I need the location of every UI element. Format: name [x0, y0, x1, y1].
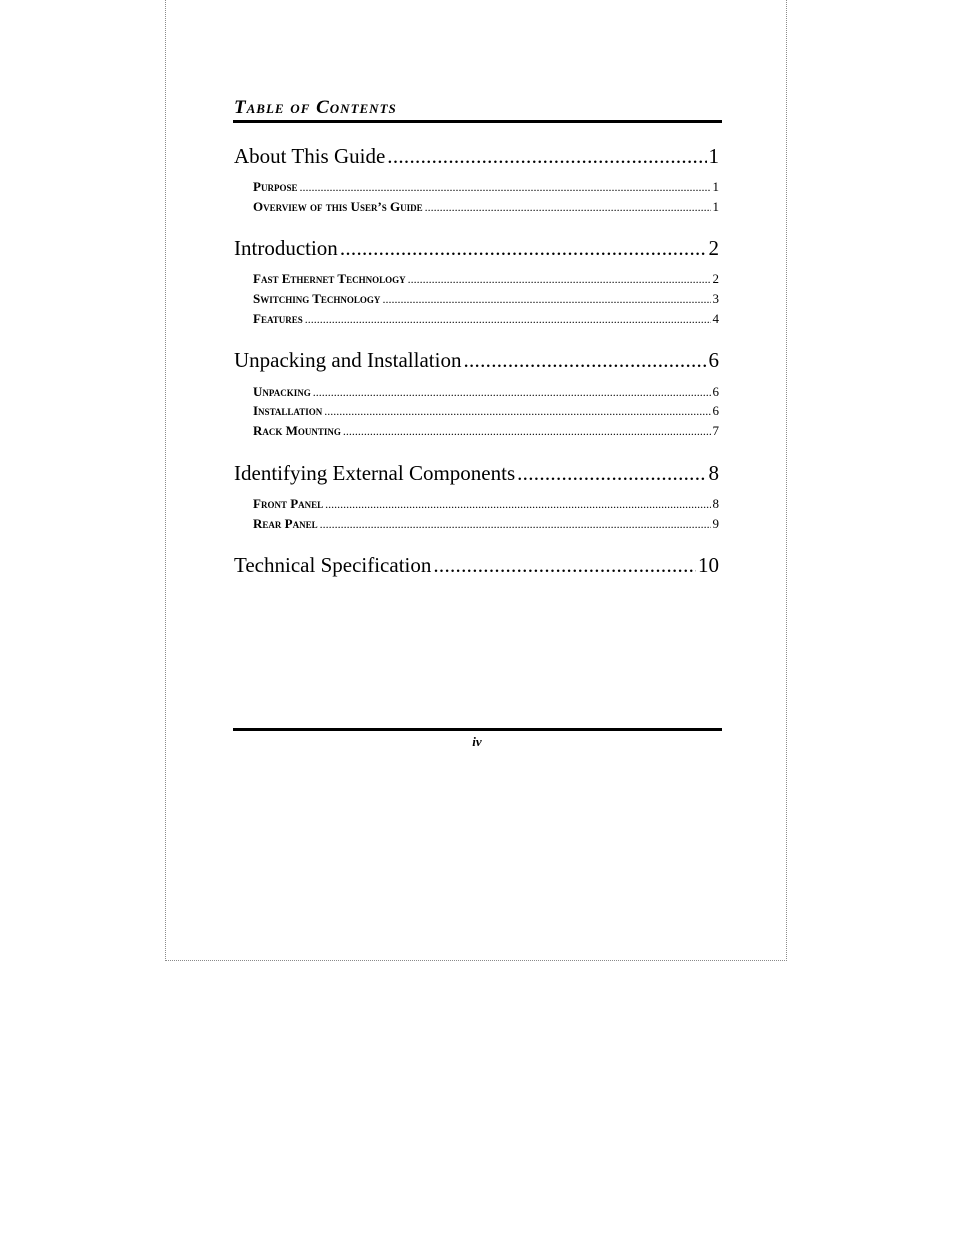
- toc-section-purpose[interactable]: [253, 177, 719, 197]
- toc-section-installation[interactable]: [253, 401, 719, 421]
- chapter-title: Unpacking and Installation: [234, 348, 462, 372]
- section-page-number: 8: [712, 496, 719, 511]
- section-page-number: 7: [712, 423, 719, 438]
- chapter-page-number: 2: [708, 236, 719, 260]
- section-title: Front Panel: [253, 496, 324, 511]
- section-page-number: 1: [712, 199, 719, 214]
- section-title: Unpacking: [253, 384, 311, 399]
- dot-leader: [433, 553, 696, 577]
- dot-leader: [425, 197, 711, 217]
- toc-chapter-about-this-guide[interactable]: [234, 144, 719, 168]
- toc-section-overview[interactable]: [253, 197, 719, 217]
- dot-leader: [340, 236, 707, 260]
- dot-leader: [387, 144, 706, 168]
- chapter-page-number: 6: [708, 348, 719, 372]
- dot-leader: [313, 382, 711, 402]
- chapter-page-number: 1: [708, 144, 719, 168]
- section-title: Fast Ethernet Technology: [253, 271, 406, 286]
- toc-section-front-panel[interactable]: [253, 494, 719, 514]
- footer-rule: [233, 728, 722, 731]
- chapter-title: Identifying External Components: [234, 461, 516, 485]
- chapter-page-number: 10: [698, 553, 719, 577]
- heading-rule: [233, 120, 722, 123]
- dot-leader: [324, 401, 710, 421]
- dot-leader: [343, 421, 711, 441]
- dot-leader: [517, 461, 706, 485]
- dot-leader: [320, 514, 711, 534]
- section-page-number: 6: [712, 403, 719, 418]
- section-page-number: 6: [712, 384, 719, 399]
- footer-page-number: iv: [472, 734, 482, 749]
- section-title: Rear Panel: [253, 516, 318, 531]
- section-title: Purpose: [253, 179, 298, 194]
- toc-section-switching[interactable]: [253, 289, 719, 309]
- toc-section-fast-ethernet[interactable]: [253, 269, 719, 289]
- section-title: Overview of this User’s Guide: [253, 199, 423, 214]
- chapter-title: Introduction: [234, 236, 338, 260]
- section-title: Rack Mounting: [253, 423, 341, 438]
- toc-chapter-unpacking-installation[interactable]: [234, 348, 719, 372]
- dot-leader: [305, 309, 711, 329]
- toc-section-rack-mounting[interactable]: [253, 421, 719, 441]
- section-page-number: 2: [712, 271, 719, 286]
- section-page-number: 9: [712, 516, 719, 531]
- toc-section-features[interactable]: [253, 309, 719, 329]
- toc-section-unpacking[interactable]: [253, 382, 719, 402]
- section-title: Features: [253, 311, 303, 326]
- toc-chapter-external-components[interactable]: [234, 461, 719, 485]
- dot-leader: [325, 494, 710, 514]
- section-page-number: 1: [712, 179, 719, 194]
- chapter-page-number: 8: [708, 461, 719, 485]
- section-title: Switching Technology: [253, 291, 381, 306]
- section-title: Installation: [253, 403, 323, 418]
- dot-leader: [408, 269, 711, 289]
- section-page-number: 4: [712, 311, 719, 326]
- dot-leader: [463, 348, 706, 372]
- toc-heading: Table of Contents: [234, 97, 397, 118]
- chapter-title: About This Guide: [234, 144, 386, 168]
- dot-leader: [382, 289, 710, 309]
- toc-chapter-introduction[interactable]: [234, 236, 719, 260]
- toc-chapter-technical-specification[interactable]: [234, 553, 719, 577]
- toc-section-rear-panel[interactable]: [253, 514, 719, 534]
- section-page-number: 3: [712, 291, 719, 306]
- dot-leader: [299, 177, 710, 197]
- chapter-title: Technical Specification: [234, 553, 432, 577]
